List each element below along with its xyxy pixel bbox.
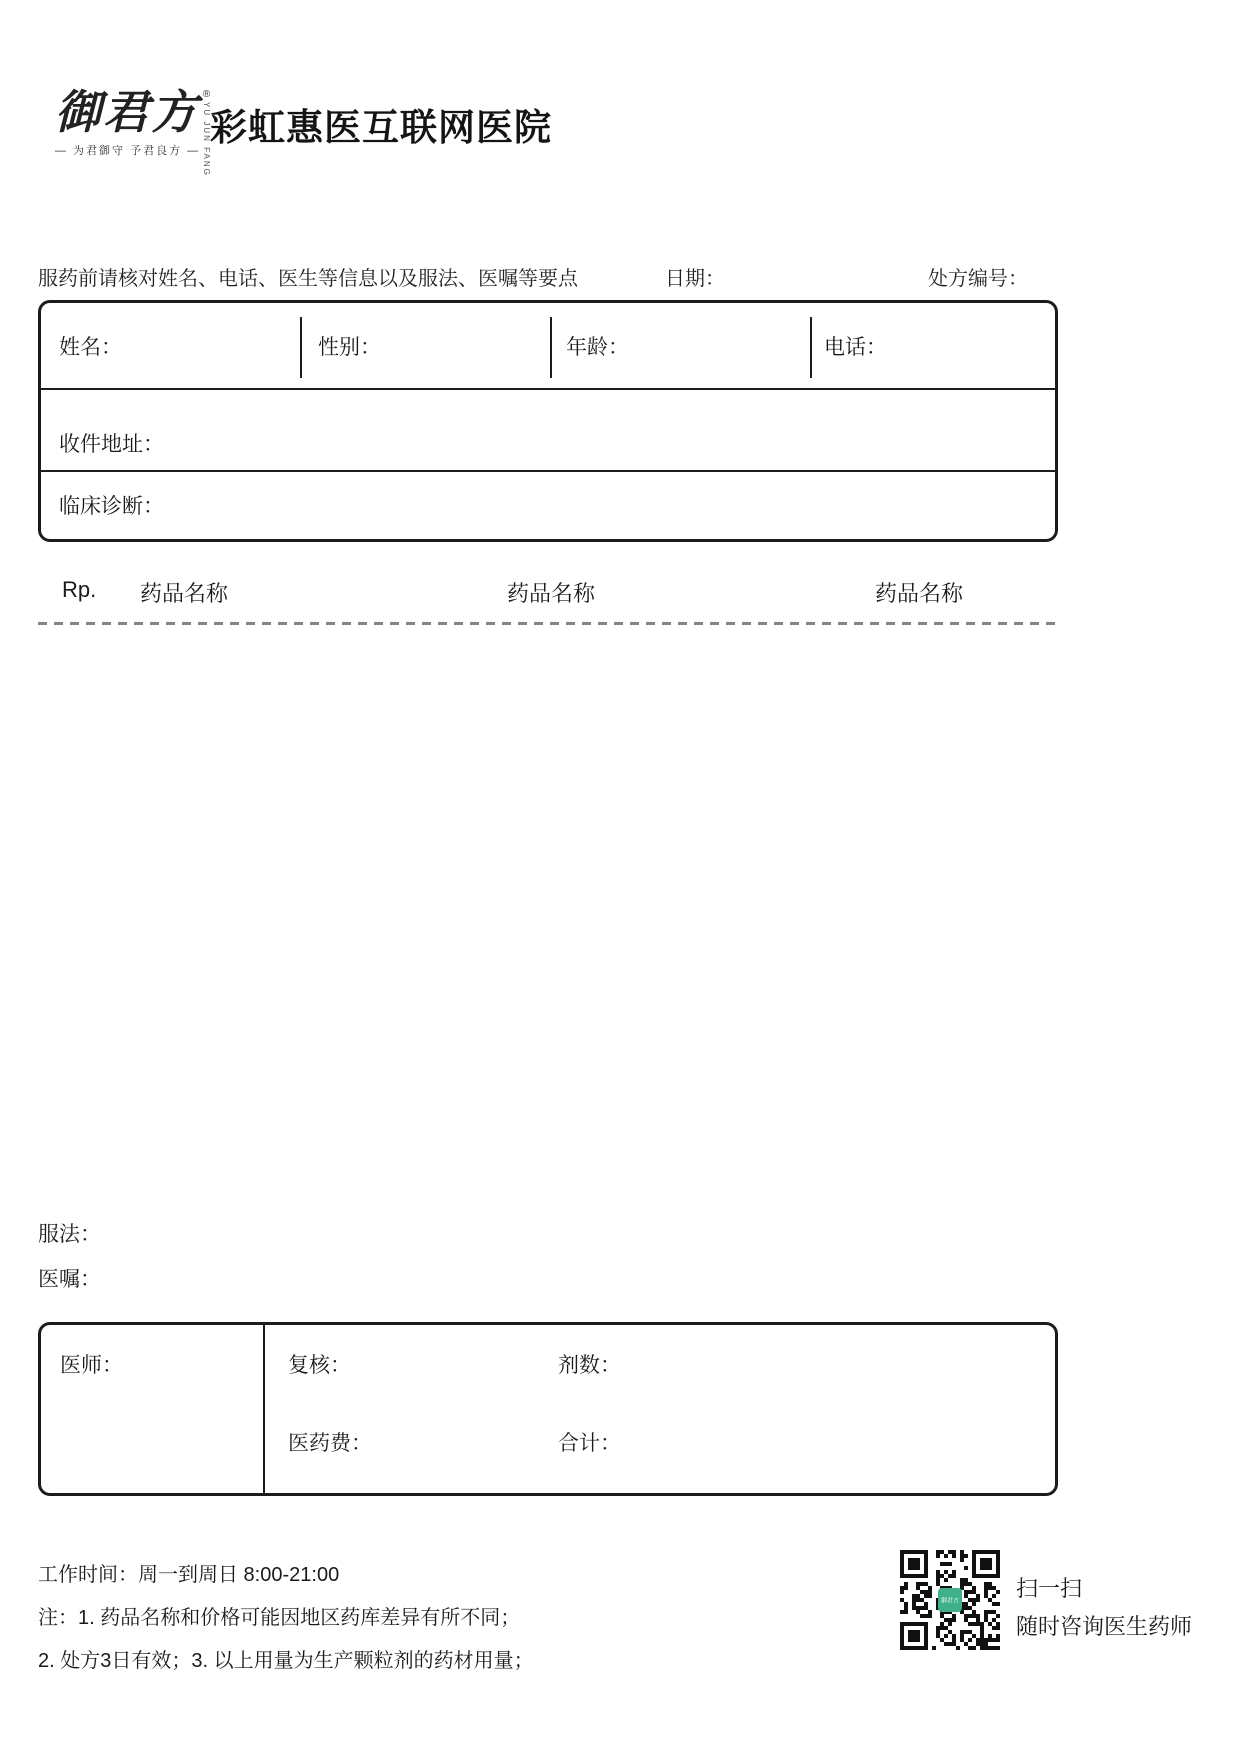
signoff-box xyxy=(38,1322,1058,1496)
qr-caption-scan: 扫一扫 xyxy=(1016,1576,1083,1601)
date-label: 日期： xyxy=(665,268,725,290)
patient-address-field: 收件地址： xyxy=(41,390,1055,472)
doctor-label: 医师： xyxy=(60,1354,123,1377)
review-label: 复核： xyxy=(288,1354,351,1377)
brand-logo xyxy=(55,85,211,177)
qr-code xyxy=(900,1550,1000,1650)
patient-phone-field: 电话： xyxy=(824,336,887,359)
brand-pinyin-text: YU JUN FANG xyxy=(202,102,211,177)
usage-label: 服法： xyxy=(38,1223,101,1246)
patient-gender-field: 性别： xyxy=(318,336,381,359)
dashed-divider xyxy=(38,622,1058,625)
doses-label: 剂数： xyxy=(558,1354,621,1377)
patient-info-box xyxy=(38,300,1058,542)
patient-name-field: 姓名： xyxy=(59,336,122,359)
divider xyxy=(263,1325,265,1493)
svg-text:御君方: 御君方 xyxy=(940,1598,960,1605)
patient-age-field: 年龄： xyxy=(566,336,629,359)
registered-trademark-icon: ® xyxy=(202,89,211,100)
drug-name-column-2: 药品名称 xyxy=(507,581,596,606)
rp-label: Rp. xyxy=(62,577,97,602)
footer-note-2: 2. 处方3日有效；3. 以上用量为生产颗粒剂的药材用量； xyxy=(38,1650,534,1672)
clinical-diagnosis-field: 临床诊断： xyxy=(59,495,164,518)
drug-name-column-3: 药品名称 xyxy=(875,581,964,606)
brand-logo-text: 御君方 xyxy=(55,85,199,139)
hospital-name: 彩虹惠医互联网医院 xyxy=(210,107,552,148)
pre-medication-notice: 服药前请核对姓名、电话、医生等信息以及服法、医嘱等要点 xyxy=(38,268,578,290)
medical-fee-label: 医药费： xyxy=(288,1432,372,1455)
footer-note-1: 注：1. 药品名称和价格可能因地区药库差异有所不同； xyxy=(38,1607,521,1629)
prescription-blank-area xyxy=(38,630,1058,1200)
doctor-advice-label: 医嘱： xyxy=(38,1268,101,1291)
drug-name-column-1: 药品名称 xyxy=(140,581,229,606)
patient-row-basic xyxy=(41,303,1055,390)
total-label: 合计： xyxy=(558,1432,621,1455)
qr-caption-consult: 随时咨询医生药师 xyxy=(1016,1614,1193,1639)
brand-tagline: — 为君御守 予君良方 — xyxy=(55,145,201,157)
working-hours: 工作时间：周一到周日 8:00-21:00 xyxy=(38,1564,340,1586)
rx-number-label: 处方编号： xyxy=(928,268,1028,290)
